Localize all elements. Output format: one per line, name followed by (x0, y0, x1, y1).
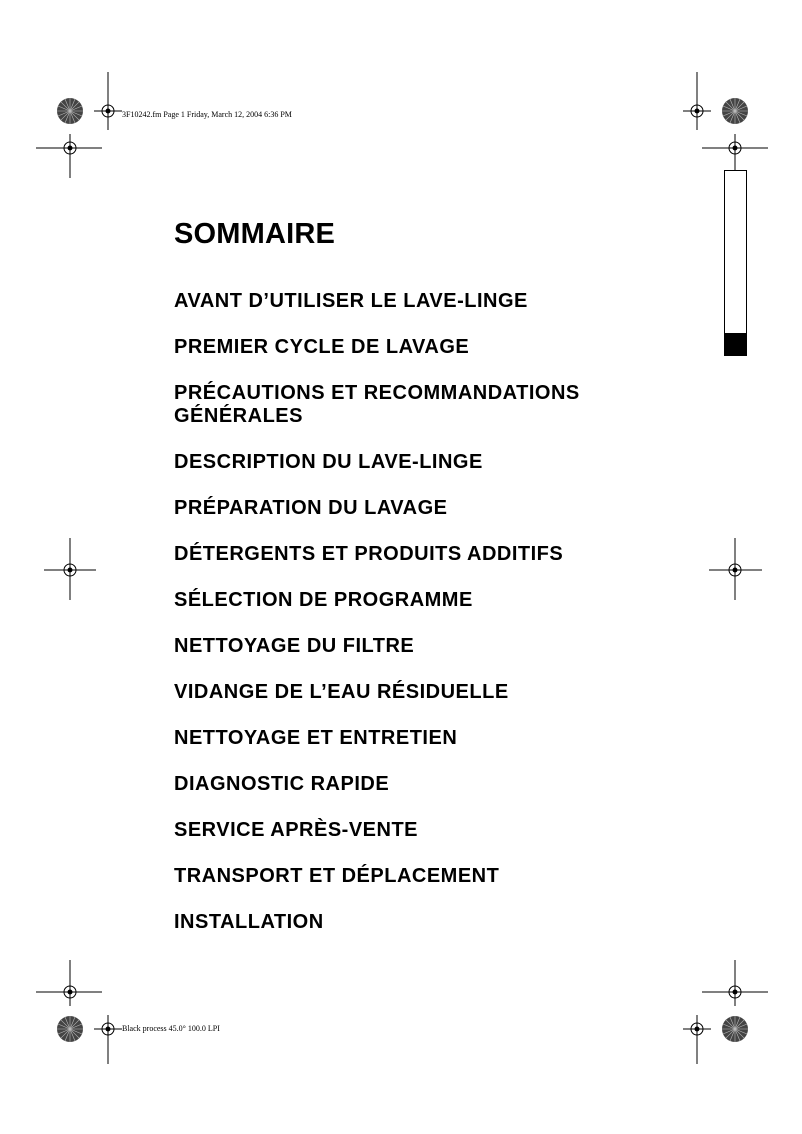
toc-item: AVANT D’UTILISER LE LAVE-LINGE (174, 290, 528, 312)
toc-item: PRÉPARATION DU LAVAGE (174, 497, 448, 519)
registration-starburst-icon (721, 1015, 749, 1043)
toc-item: NETTOYAGE DU FILTRE (174, 635, 415, 657)
registration-starburst-icon (56, 1015, 84, 1043)
toc-item: VIDANGE DE L’EAU RÉSIDUELLE (174, 681, 509, 703)
toc-item: PRÉCAUTIONS ET RECOMMANDATIONS GÉNÉRALES (174, 382, 580, 427)
toc-item: DIAGNOSTIC RAPIDE (174, 773, 390, 795)
print-slug-footer: Black process 45.0° 100.0 LPI (122, 1024, 220, 1033)
toc-item: SÉLECTION DE PROGRAMME (174, 589, 473, 611)
registration-starburst-icon (721, 97, 749, 125)
toc-item: TRANSPORT ET DÉPLACEMENT (174, 865, 500, 887)
toc-item: PREMIER CYCLE DE LAVAGE (174, 336, 470, 358)
page-title: SOMMAIRE (174, 218, 336, 250)
toc-item: SERVICE APRÈS-VENTE (174, 819, 419, 841)
toc-item: INSTALLATION (174, 911, 324, 933)
toc-item: DÉTERGENTS ET PRODUITS ADDITIFS (174, 543, 564, 565)
toc-item: DESCRIPTION DU LAVE-LINGE (174, 451, 483, 473)
toc-item: NETTOYAGE ET ENTRETIEN (174, 727, 458, 749)
registration-starburst-icon (56, 97, 84, 125)
print-slug-header: 3F10242.fm Page 1 Friday, March 12, 2004 6:36 PM (122, 110, 292, 119)
